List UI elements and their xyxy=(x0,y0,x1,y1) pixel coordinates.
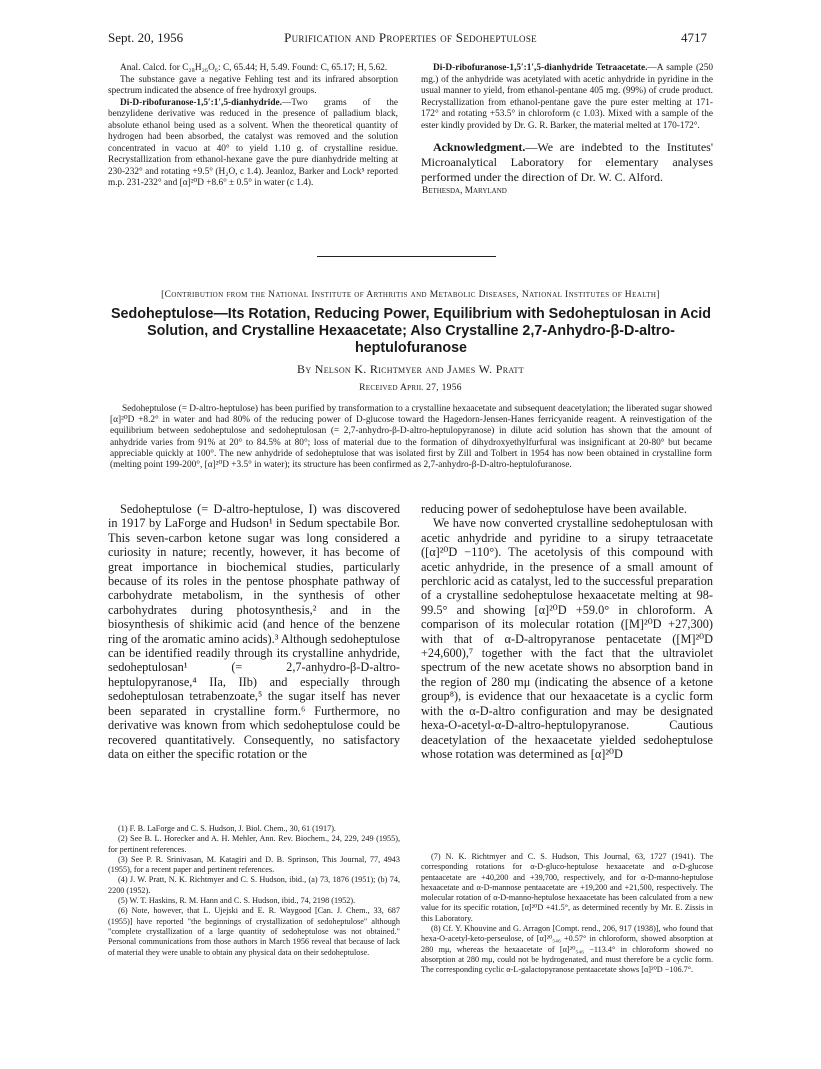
abstract: Sedoheptulose (= D-altro-heptulose) has been purified by transformation to a crystalline hexaacetate and subsequent deacetylation; the liberated sugar showed [α]²⁰D +8.2° in water and had 80% of the reducing power of D-glucose toward the Hagedorn-Jensen-Hanes ferricyanide reagent. A reinvestigation of the equilibrium between sedoheptulose and sedoheptulosan (= 2,7-anhydro-β-D-altro-heptulopyranose) in dilute acid solution has shown that the amount of anhydride varies from 91% at 20° to 84.5% at 80°; loss of material due to the formation of dihydroxyethylfurfural was insignificant at 20-80° but became appreciable quickly at 100°. The new anhydride of sedoheptulose that was isolated first by Zill and Tolbert in 1954 has now been obtained in crystalline form (melting point 199-200°, [α]²⁰D +3.5° in water); its structure has been confirmed as 2,7-anhydro-β-D-altro-heptulofuranose. xyxy=(110,404,712,471)
tetraacetate-heading: Di-D-ribofuranose-1,5′:1′,5-dianhydride Tetraacetate. xyxy=(433,63,648,73)
received-date: Received April 27, 1956 xyxy=(359,383,462,393)
acknowledgment-paragraph xyxy=(421,140,713,185)
authors-line: By Nelson K. Richtmyer and James W. Pratt xyxy=(297,362,524,376)
dianhydride-paragraph xyxy=(108,98,398,190)
fehling-paragraph: The substance gave a negative Fehling test and its infrared absorption spectrum indicated the absence of free hydroxyl groups. xyxy=(108,74,398,96)
section-divider xyxy=(317,256,496,257)
body-left-column xyxy=(108,502,400,761)
header-date: Sept. 20, 1956 xyxy=(108,30,184,45)
footnotes-left xyxy=(108,824,400,958)
footnotes-right xyxy=(421,852,713,976)
dianhydride-text: —Two grams of the benzylidene derivative was reduced in the presence of palladium black, absolute ethanol being used as a solvent. When the theoretical quantity of hydrogen had been absorbed, the catalyst was removed and the solution concentrated in vacuo at 40° to yield 1.10 g. of crystalline residue. Recrystallization from ethanol-hexane gave the pure dianhydride melting at 230-232° and rotating +9.5° (H₂O, c 1.4). Jeanloz, Barker and Lock⁵ reported m.p. 231-232° and [α]²⁰D +8.6° ± 0.5° in water (c 1.4). xyxy=(108,97,398,188)
article-title: Sedoheptulose—Its Rotation, Reducing Power, Equilibrium with Sedoheptulosan in Acid Solution, and Crystalline Hexaacetate; Also Crystalline 2,7-Anhydro-β-D-altro-heptulofuranose xyxy=(111,306,711,356)
tetraacetate-paragraph xyxy=(421,63,713,132)
acknowledgment-text: —We are indebted to the Institutes' Microanalytical Laboratory for elementary analyses performed under the direction of Dr. W. C. Alford. xyxy=(421,140,713,184)
hexaacetate-paragraph: We have now converted crystalline sedoheptulosan with acetic anhydride and pyridine to a sirupy tetraacetate ([α]²⁰D −110°). The acetolysis of this compound with acetic anhydride, in the presence of a small amount of perchloric acid as catalyst, led to the successful preparation of a crystalline sedoheptulose hexaacetate melting at 98-99.5° and showing [α]²⁰D +59.0° in chloroform. A comparison of its molecular rotation ([M]²⁰D +27,300) with that of α-D-altropyranose pentacetate ([M]²⁰D +24,600),⁷ together with the fact that the ultraviolet spectrum of the new acetate shows no absorption band in the region of 280 mμ (indicating the absence of a ketone group⁸), is evidence that our hexaacetate is a cyclic form with the α-D-altro configuration and may be designated hexa-O-acetyl-α-D-altro-heptulopyranose. Cautious deacetylation of the hexaacetate yielded sedoheptulose whose rotation was determined as [α]²⁰D xyxy=(421,516,713,761)
top-right-column xyxy=(421,63,713,198)
analysis-paragraph: Anal. Calcd. for C₂₈H₂₆O₆: C, 65.44; H, 5.49. Found: C, 65.17; H, 5.62. xyxy=(120,63,388,73)
footnote: (1) F. B. LaForge and C. S. Hudson, J. Biol. Chem., 30, 61 (1917). xyxy=(118,824,336,833)
footnote: (2) See B. L. Horecker and A. H. Mehler, Ann. Rev. Biochem., 24, 229, 249 (1955), for pertinent references. xyxy=(108,834,400,854)
footnote: (3) See P. R. Srinivasan, M. Katagiri and D. B. Sprinson, This Journal, 77, 4943 (1955), for a recent paper and pertinent references. xyxy=(108,854,400,875)
footnote: (8) Cf. Y. Khouvine and G. Arragon [Compt. rend., 206, 917 (1938)], who found that hexa-O-acetyl-keto-perseulose, of [α]²⁰₅₄₆ +0.57° in chloroform, showed absorption at 280 mμ, whereas the hexaacetate of [α]²⁰₅₄₆ −113.4° in chloroform showed no absorption at 280 mμ, could not be hydrogenated, and must therefore be a cyclic form. The corresponding cyclic α-L-galactopyranose pentaacetate shows [α]²⁰D −106.7°. xyxy=(421,924,713,975)
page-number: 4717 xyxy=(681,30,707,45)
top-left-column xyxy=(108,63,398,190)
contribution-line: [Contribution from the National Institute of Arthritis and Metabolic Diseases, National Institutes of Health] xyxy=(161,290,660,300)
footnote: (4) J. W. Pratt, N. K. Richtmyer and C. S. Hudson, ibid., (a) 73, 1876 (1951); (b) 74, 2200 (1952). xyxy=(108,875,400,895)
footnote: (6) Note, however, that L. Ujejski and E. R. Waygood [Can. J. Chem., 33, 687 (1955)] have reported "the beginnings of crystallization of sedoheptulose" although "complete crystallization of a large quantity of sedoheptulose was not obtained." Personal communications from those authors in March 1956 reveal that because of lack of material they were unable to obtain any physical data on their sedoheptulose. xyxy=(108,906,400,957)
location-line: Bethesda, Maryland xyxy=(422,186,507,196)
footnote: (7) N. K. Richtmyer and C. S. Hudson, This Journal, 63, 1727 (1941). The corresponding rotations for α-D-gluco-heptulose hexaacetate and α-D-glucose pentaacetate are +40,200 and +39,700, respectively, and for α-D-manno-heptulose hexaacetate and α-D-mannose pentaacetate are +19,200 and +21,500, respectively. The molecular rotation of α-D-manno-heptulose hexaacetate has been calculated from a new value for its specific rotation, [α]²⁰D +41.5°, as determined recently by Mr. E. Zissis in this Laboratory. xyxy=(421,852,713,923)
footnote: (5) W. T. Haskins, R. M. Hann and C. S. Hudson, ibid., 74, 2198 (1952). xyxy=(118,896,356,906)
intro-paragraph: Sedoheptulose (= D-altro-heptulose, I) was discovered in 1917 by LaForge and Hudson¹ in Sedum spectabile Bor. This seven-carbon ketone sugar was long considered a curiosity in nature; recently, however, it has become of great importance in biochemical studies, particularly because of its roles in the pentose phosphate pathway of carbohydrate metabolism, in the synthesis of other carbohydrates during photosynthesis,² and in the biosynthesis of shikimic acid (and hence of the benzene ring of the aromatic amino acids).³ Although sedoheptulose can be identified readily through its crystalline anhydride, sedoheptulosan¹ (= 2,7-anhydro-β-D-altro-heptulopyranose,⁴ IIa, IIb) and especially through sedoheptulosan tetrabenzoate,⁵ the sugar itself has never been separated in crystalline form.⁶ Furthermore, no derivative was known from which sedoheptulose could be recovered quantitatively. Consequently, no satisfactory data on either the specific rotation or the xyxy=(108,502,400,761)
body-right-column xyxy=(421,502,713,761)
tetraacetate-text: —A sample (250 mg.) of the anhydride was acetylated with acetic anhydride in pyridine in the usual manner to yield, from ethanol-pentane 405 mg. (99%) of crude product. Recrystallization from ethanol-pentane gave the pure ester melting at 171-172° and rotating +53.5° in chloroform (c 1.03). Mixed with a sample of the ester kindly provided by Dr. G. R. Barker, the material melted at 170-172°. xyxy=(421,63,714,131)
acknowledgment-heading: Acknowledgment. xyxy=(433,140,526,154)
running-title: Purification and Properties of Sedoheptulose xyxy=(284,30,537,45)
dianhydride-heading: Di-D-ribofuranose-1,5′:1′,5-dianhydride. xyxy=(120,97,282,108)
reducing-power-paragraph: reducing power of sedoheptulose have been available. xyxy=(421,502,687,516)
